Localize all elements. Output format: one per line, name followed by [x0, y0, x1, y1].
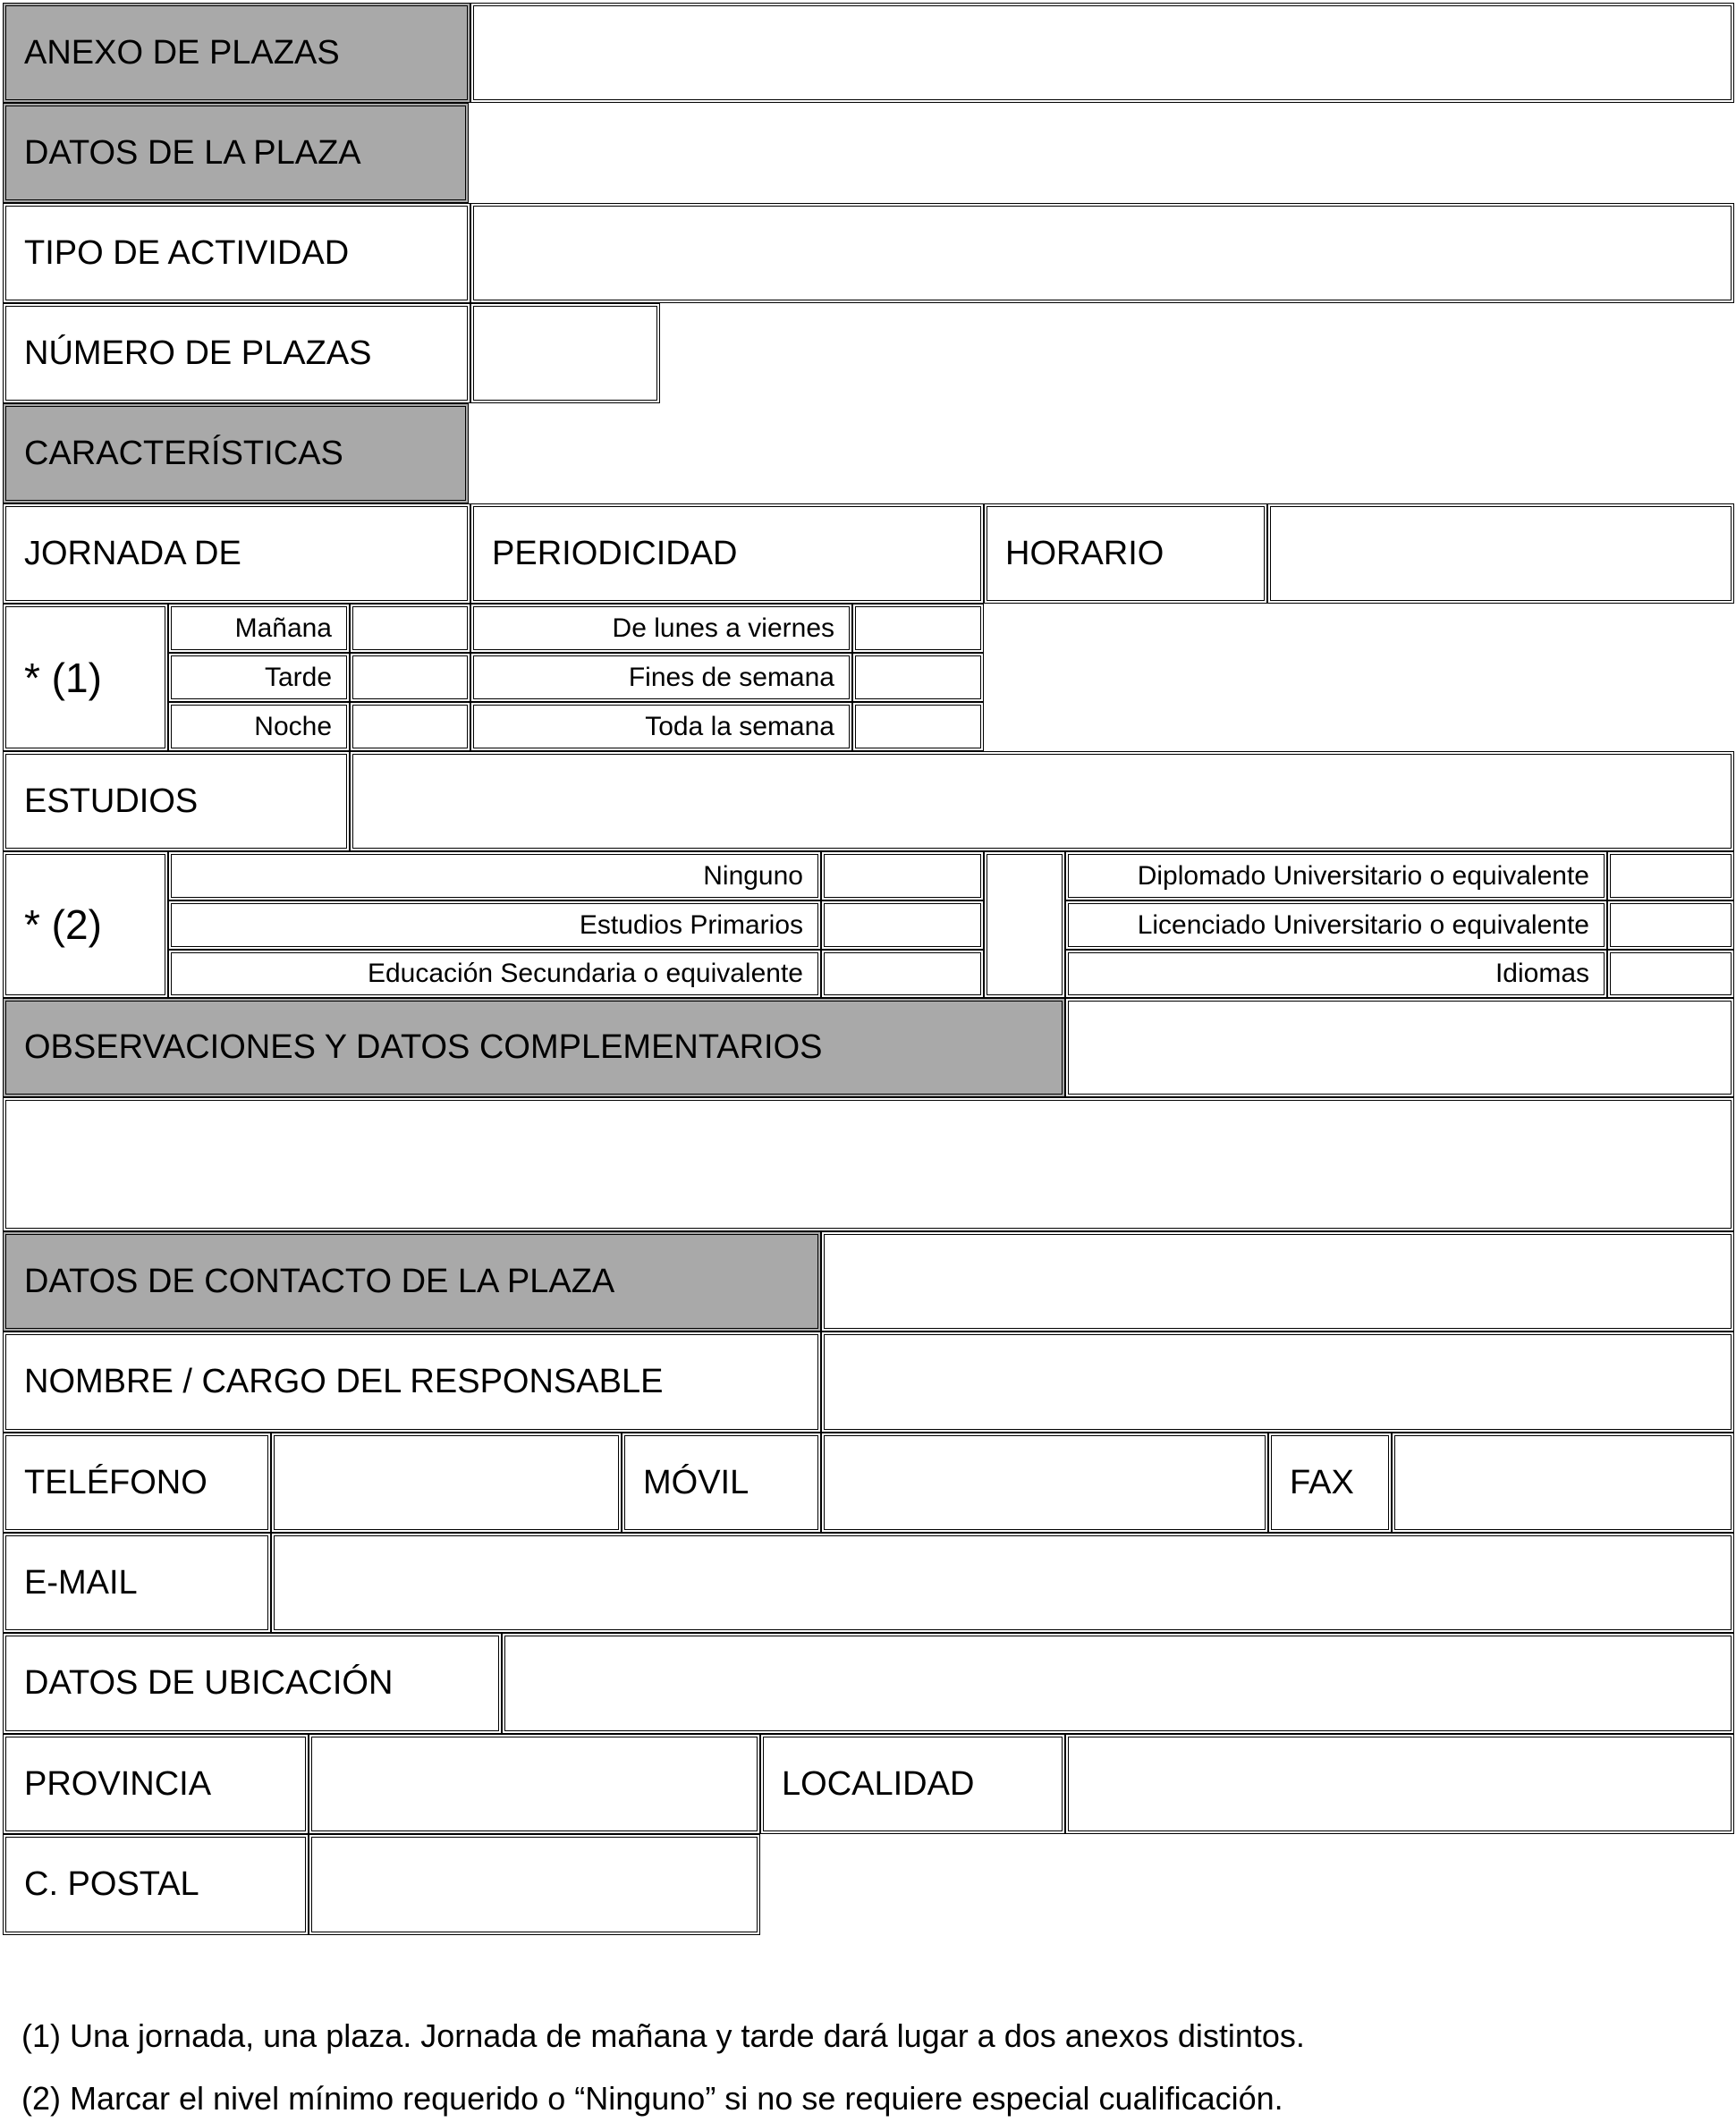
estudios-option-label: Ninguno: [703, 860, 803, 891]
estudios-field[interactable]: [350, 751, 1734, 851]
telefono-label: TELÉFONO: [24, 1463, 207, 1501]
estudios-idiomas-checkbox[interactable]: [1607, 950, 1734, 998]
postal-label: C. POSTAL: [24, 1865, 199, 1903]
estudios-option-label: Licenciado Universitario o equivalente: [1137, 909, 1589, 940]
ubicacion-field[interactable]: [502, 1633, 1734, 1734]
tipo-actividad-label: TIPO DE ACTIVIDAD: [24, 233, 350, 272]
footnote-1: (1) Una jornada, una plaza. Jornada de mañana y tarde dará lugar a dos anexos distintos.: [21, 2017, 1305, 2054]
observaciones-label: OBSERVACIONES Y DATOS COMPLEMENTARIOS: [24, 1028, 823, 1066]
horario-label: HORARIO: [1005, 534, 1164, 572]
observaciones-field[interactable]: [3, 1097, 1734, 1231]
estudios-option-label: Estudios Primarios: [579, 909, 803, 940]
periodicidad-option-label: De lunes a viernes: [612, 613, 834, 643]
jornada-noche-checkbox[interactable]: [350, 702, 470, 751]
movil-label: MÓVIL: [643, 1463, 749, 1501]
contacto-label: DATOS DE CONTACTO DE LA PLAZA: [24, 1262, 615, 1300]
footnote-2: (2) Marcar el nivel mínimo requerido o “Ninguno” si no se requiere especial cualificación.: [21, 2080, 1283, 2117]
jornada-label: JORNADA DE: [24, 534, 241, 572]
mark1-label: * (1): [24, 654, 102, 701]
observaciones-side-field[interactable]: [1065, 998, 1734, 1097]
email-field[interactable]: [271, 1533, 1734, 1633]
jornada-manana-checkbox[interactable]: [350, 604, 470, 653]
localidad-label: LOCALIDAD: [782, 1764, 975, 1803]
ubicacion-label: DATOS DE UBICACIÓN: [24, 1664, 394, 1702]
contacto-field[interactable]: [821, 1231, 1734, 1332]
periodicidad-fines-semana-checkbox[interactable]: [852, 653, 984, 702]
horario-field[interactable]: [1267, 503, 1734, 604]
periodicidad-lunes-viernes-checkbox[interactable]: [852, 604, 984, 653]
movil-field[interactable]: [821, 1433, 1268, 1533]
numero-plazas-label: NÚMERO DE PLAZAS: [24, 334, 372, 372]
email-label: E-MAIL: [24, 1563, 138, 1602]
postal-field[interactable]: [309, 1834, 760, 1935]
jornada-option-label: Mañana: [234, 613, 332, 643]
caracteristicas-label: CARACTERÍSTICAS: [24, 434, 343, 472]
anexo-field[interactable]: [470, 3, 1734, 103]
periodicidad-toda-semana-checkbox[interactable]: [852, 702, 984, 751]
jornada-tarde-checkbox[interactable]: [350, 653, 470, 702]
jornada-option-label: Tarde: [264, 662, 332, 692]
responsable-label: NOMBRE / CARGO DEL RESPONSABLE: [24, 1363, 664, 1400]
periodicidad-option-label: Fines de semana: [628, 662, 834, 692]
localidad-field[interactable]: [1065, 1734, 1734, 1834]
fax-field[interactable]: [1392, 1433, 1734, 1533]
estudios-spacer-cell: [984, 851, 1065, 998]
estudios-ninguno-checkbox[interactable]: [821, 851, 984, 900]
estudios-option-label: Educación Secundaria o equivalente: [367, 959, 803, 988]
provincia-field[interactable]: [309, 1734, 760, 1834]
estudios-primarios-checkbox[interactable]: [821, 900, 984, 950]
periodicidad-option-label: Toda la semana: [645, 711, 834, 741]
responsable-field[interactable]: [821, 1332, 1734, 1433]
fax-label: FAX: [1290, 1463, 1354, 1501]
tipo-actividad-field[interactable]: [470, 203, 1734, 303]
numero-plazas-field[interactable]: [470, 303, 660, 403]
estudios-option-label: Diplomado Universitario o equivalente: [1137, 860, 1589, 891]
telefono-field[interactable]: [271, 1433, 622, 1533]
provincia-label: PROVINCIA: [24, 1764, 212, 1803]
estudios-secundaria-checkbox[interactable]: [821, 950, 984, 998]
estudios-licenciado-checkbox[interactable]: [1607, 900, 1734, 950]
periodicidad-label: PERIODICIDAD: [492, 534, 738, 572]
estudios-label: ESTUDIOS: [24, 782, 199, 820]
estudios-diplomado-checkbox[interactable]: [1607, 851, 1734, 900]
datos-plaza-label: DATOS DE LA PLAZA: [24, 133, 361, 172]
anexo-label: ANEXO DE PLAZAS: [24, 33, 340, 72]
jornada-option-label: Noche: [254, 711, 332, 741]
estudios-option-label: Idiomas: [1495, 959, 1589, 988]
mark2-label: * (2): [24, 901, 102, 948]
